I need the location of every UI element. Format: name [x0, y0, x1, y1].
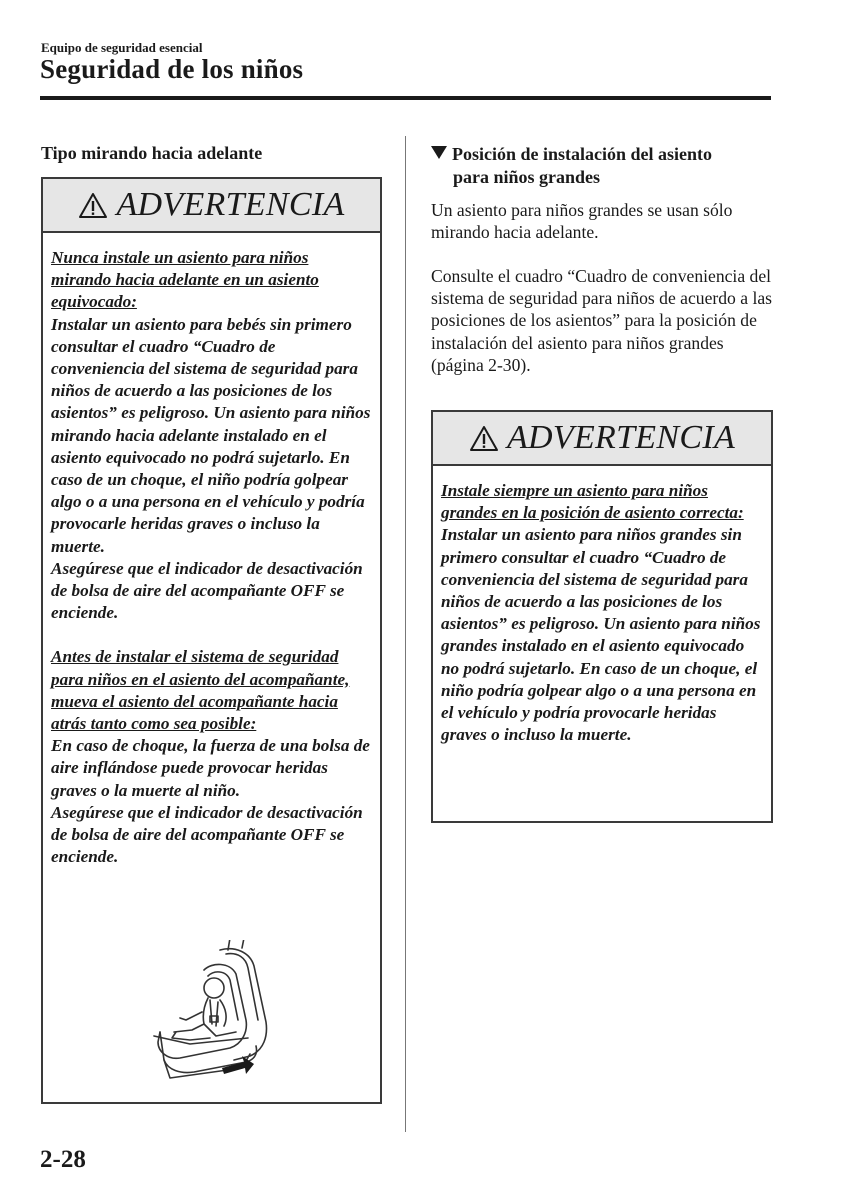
paragraph: Consulte el cuadro “Cuadro de conveniencia del sistema de seguridad para niños de acuerdo a las posiciones de los asientos” para la posición de instalación del asiento para niños grandes (página 2-30).: [431, 266, 772, 375]
page-title: Seguridad de los niños: [40, 54, 304, 84]
section-label: Equipo de seguridad esencial: [41, 40, 203, 55]
warning-text: Instalar un asiento para niños grandes sin primero consultar el cuadro “Cuadro de conveniencia del sistema de seguridad para niños de acuerdo a las posiciones de los asientos” es peligroso. Un asiento para niños grandes instalado en el asiento equivocado no podrá sujetarlo. En caso de un choque, el niño podría golpear algo o a una persona en el vehículo y podría provocarle heridas graves o incluso la muerte.: [441, 525, 761, 745]
warning-body: [433, 466, 771, 746]
heading-line: para niños grandes: [453, 166, 601, 187]
child-seat-illustration: [150, 940, 280, 1090]
warning-title: ADVERTENCIA: [506, 419, 736, 456]
warning-body: [43, 233, 380, 868]
header-divider: [40, 96, 771, 100]
section-heading: [431, 143, 771, 188]
warning-header: [43, 179, 380, 233]
paragraph: Un asiento para niños grandes se usan sólo mirando hacia adelante.: [431, 200, 733, 243]
warning-underlined-text: Instale siempre un asiento para niños grandes en la posición de asiento correcta:: [441, 481, 744, 523]
column-divider: [405, 136, 406, 1132]
left-subheading: Tipo mirando hacia adelante: [41, 143, 263, 163]
heading-line: Posición de instalación del asiento: [452, 144, 713, 164]
warning-underlined-text: Antes de instalar el sistema de seguridad para niños en el asiento del acompañante, mueva el asiento del acompañante hacia atrás tanto como sea posible:: [51, 647, 350, 734]
warning-box-right: [431, 410, 773, 823]
triangle-bullet-icon: [431, 146, 447, 159]
warning-triangle-icon: [469, 425, 499, 452]
warning-title: ADVERTENCIA: [116, 186, 345, 223]
warning-text: Instalar un asiento para bebés sin primero consultar el cuadro “Cuadro de conveniencia del sistema de seguridad para niños de acuerdo a las posiciones de los asientos” es peligroso. Un asiento para niños mirando hacia adelante instalado en el asiento equivocado no podrá sujetarlo. En caso de un choque, el niño podría golpear algo o a una persona en el vehículo y podría provocarle heridas graves o incluso la muerte.: [51, 314, 371, 556]
page-number: 2-28: [40, 1146, 86, 1173]
warning-underlined-text: Nunca instale un asiento para niños mirando hacia adelante en un asiento equivocado:: [51, 248, 319, 312]
warning-text: Asegúrese que el indicador de desactivación de bolsa de aire del acompañante OFF se enciende.: [51, 558, 363, 623]
warning-header: [433, 412, 771, 466]
warning-text: Asegúrese que el indicador de desactivación de bolsa de aire del acompañante OFF se enciende.: [51, 802, 363, 867]
warning-text: En caso de choque, la fuerza de una bolsa de aire inflándose puede provocar heridas graves o la muerte al niño.: [51, 736, 370, 800]
warning-triangle-icon: [78, 192, 108, 219]
